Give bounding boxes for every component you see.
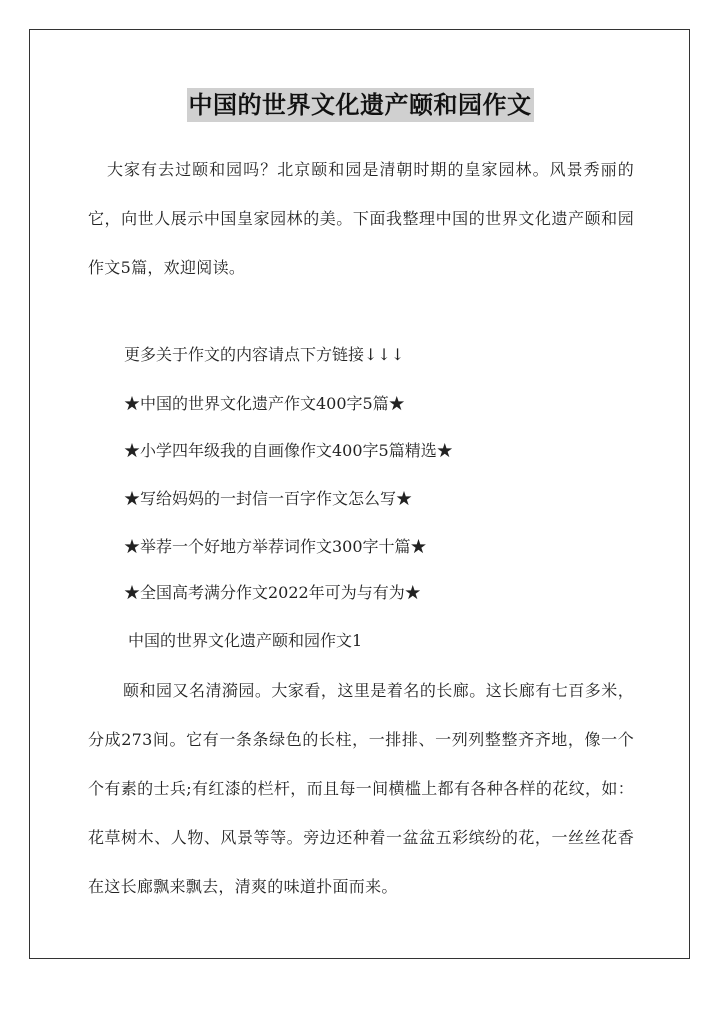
related-link-1[interactable]: ★中国的世界文化遗产作文400字5篇★ (124, 394, 405, 413)
section-heading: 中国的世界文化遗产颐和园作文1 (128, 631, 363, 650)
related-link-3[interactable]: ★写给妈妈的一封信一百字作文怎么写★ (124, 489, 413, 508)
more-links-label: 更多关于作文的内容请点下方链接↓↓↓ (124, 345, 405, 364)
related-link-4[interactable]: ★举荐一个好地方举荐词作文300字十篇★ (124, 537, 427, 556)
related-link-5[interactable]: ★全国高考满分作文2022年可为与有为★ (124, 583, 421, 602)
section-body-paragraph: 颐和园又名清漪园。大家看，这里是着名的长廊。这长廊有七百多米，分成273间。它有一条条绿色的长柱，一排排、一列列整整齐齐地，像一个个有素的士兵;有红漆的栏杆，而且每一间横槛上都有各种各样的花纹，如：花草树木、人物、风景等等。旁边还种着一盆盆五彩缤纷的花，一丝丝花香在这长廊飘来飘去，清爽的味道扑面而来。 (88, 681, 634, 896)
intro-paragraph: 大家有去过颐和园吗？北京颐和园是清朝时期的皇家园林。风景秀丽的它，向世人展示中国皇家园林的美。下面我整理中国的世界文化遗产颐和园作文5篇，欢迎阅读。 (88, 160, 634, 277)
document-title: 中国的世界文化遗产颐和园作文 (187, 88, 534, 122)
title-container (0, 88, 720, 122)
related-link-2[interactable]: ★小学四年级我的自画像作文400字5篇精选★ (124, 441, 453, 460)
